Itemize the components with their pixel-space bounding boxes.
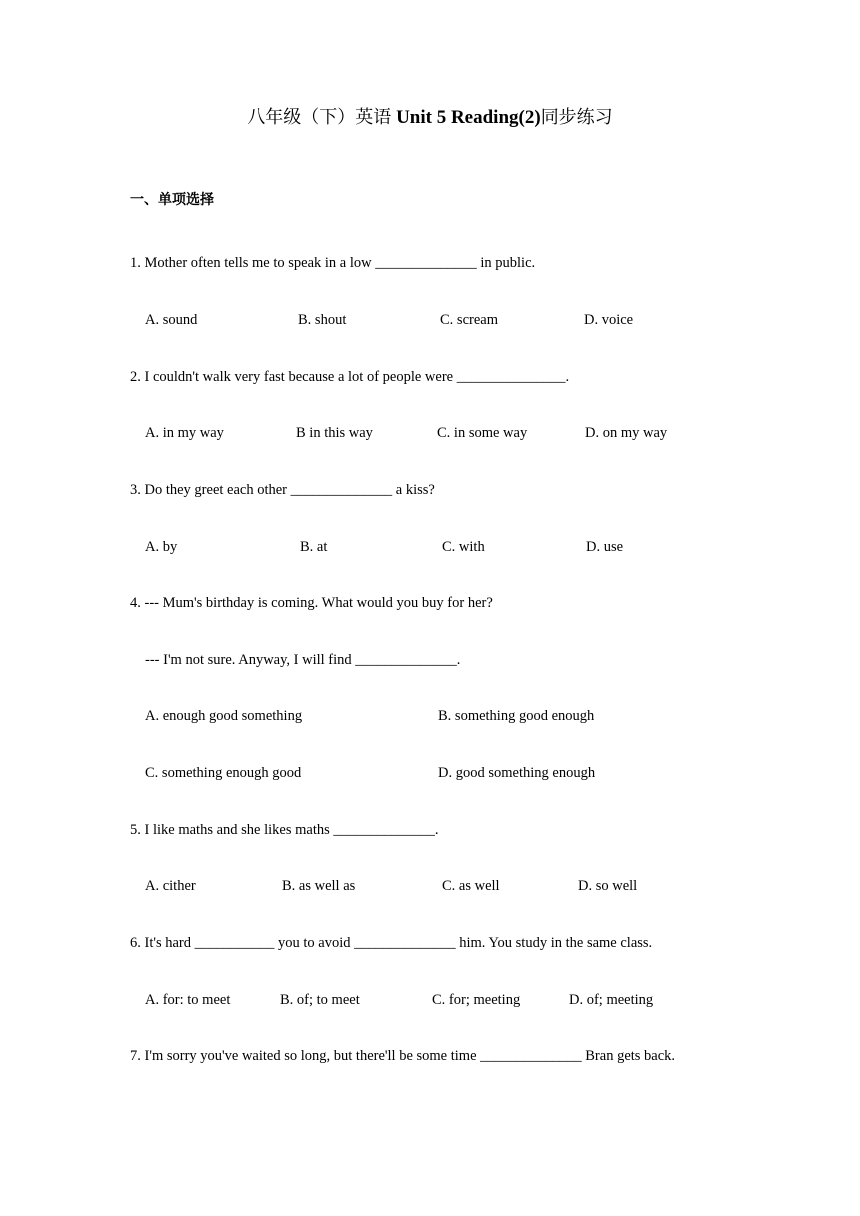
- q6-option-c: C. for; meeting: [432, 992, 521, 1008]
- title-chinese-suffix: 同步练习: [540, 107, 613, 128]
- q2-option-b: B in this way: [296, 425, 373, 441]
- q5-option-b: B. as well as: [282, 878, 356, 894]
- question-1-stem: 1. Mother often tells me to speak in a low ______________ in public.: [130, 255, 536, 271]
- question-7-stem: 7. I'm sorry you've waited so long, but there'll be some time ______________ Bran gets back.: [130, 1048, 676, 1064]
- q2-option-d: D. on my way: [585, 425, 668, 441]
- q5-option-a: A. cither: [145, 878, 196, 894]
- question-2-stem: 2. I couldn't walk very fast because a lot of people were _______________.: [130, 369, 570, 385]
- q3-option-a: A. by: [145, 539, 178, 555]
- q4-option-c: C. something enough good: [145, 765, 302, 781]
- q3-option-c: C. with: [442, 539, 485, 555]
- title-english: Unit 5 Reading(2): [391, 107, 541, 128]
- q1-option-a: A. sound: [145, 312, 198, 328]
- q6-option-a: A. for: to meet: [145, 992, 231, 1008]
- q3-option-b: B. at: [300, 539, 328, 555]
- q1-option-b: B. shout: [298, 312, 347, 328]
- q5-option-d: D. so well: [578, 878, 638, 894]
- q2-option-a: A. in my way: [145, 425, 224, 441]
- q1-option-d: D. voice: [584, 312, 634, 328]
- q2-option-c: C. in some way: [437, 425, 528, 441]
- q4-option-a: A. enough good something: [145, 708, 303, 724]
- page-title: [0, 104, 860, 132]
- q6-option-d: D. of; meeting: [569, 992, 654, 1008]
- title-chinese-prefix: 八年级（下）英语: [247, 107, 392, 128]
- q5-option-c: C. as well: [442, 878, 500, 894]
- section-heading: 一、单项选择: [130, 192, 214, 208]
- question-5-stem: 5. I like maths and she likes maths ______________.: [130, 822, 439, 838]
- q6-option-b: B. of; to meet: [280, 992, 360, 1008]
- q3-option-d: D. use: [586, 539, 624, 555]
- question-3-stem: 3. Do they greet each other ______________ a kiss?: [130, 482, 435, 498]
- q1-option-c: C. scream: [440, 312, 498, 328]
- q4-option-d: D. good something enough: [438, 765, 596, 781]
- q4-option-b: B. something good enough: [438, 708, 595, 724]
- question-4-reply: --- I'm not sure. Anyway, I will find ______________.: [145, 652, 461, 668]
- question-4-stem: 4. --- Mum's birthday is coming. What would you buy for her?: [130, 595, 493, 611]
- question-6-stem: 6. It's hard ___________ you to avoid ______________ him. You study in the same class.: [130, 935, 653, 951]
